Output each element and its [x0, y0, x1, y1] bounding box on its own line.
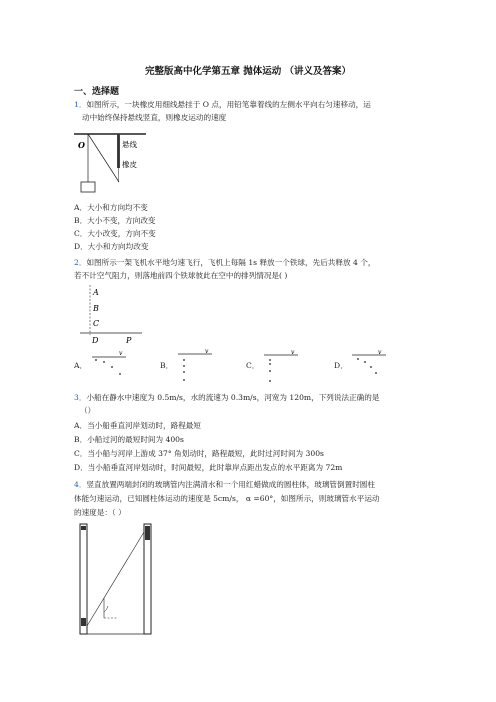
q1-option-a: A．大小和方向均不变	[74, 203, 148, 212]
q2c-ball-1	[269, 359, 271, 361]
q2a-ball-4	[119, 373, 121, 375]
q2d-ball-2	[364, 361, 366, 363]
q2d-v-label: v	[378, 349, 382, 356]
q2-option-c: C．	[246, 361, 260, 370]
section-heading: 一、选择题	[74, 87, 120, 97]
q2d-ball-1	[357, 358, 359, 360]
q4-tube-right	[144, 524, 151, 634]
q2c-v-label: v	[291, 349, 295, 356]
q4-tube-left-cap-top	[81, 526, 86, 530]
q1-label-thread: 悬线	[122, 140, 137, 149]
q2c-ball-3	[269, 370, 271, 372]
q4-number: 4．	[74, 480, 87, 489]
q1-figure	[74, 130, 164, 196]
q2-option-a: A．	[74, 361, 88, 370]
q4-wax-cylinder-left	[81, 618, 86, 626]
q2-option-a-figure	[90, 349, 130, 379]
q1-option-d: D．大小和方向均改变	[74, 242, 149, 251]
q2a-ball-3	[111, 366, 113, 368]
q4-line-1	[74, 480, 375, 490]
q1-eraser-block	[81, 182, 95, 192]
q2b-ball-3	[183, 371, 185, 373]
q2d-ball-3	[370, 366, 372, 368]
q1-label-eraser: 橡皮	[122, 160, 137, 169]
q4-wax-cylinder-right	[145, 526, 150, 540]
q2-option-b: B．	[160, 361, 174, 370]
q2-option-d-figure	[348, 349, 388, 379]
q2-number: 2．	[74, 258, 87, 267]
q3-text-1: 小船在静水中速度为 0.5m/s，水的流速为 0.3m/s，河宽为 120m，下列说法正确的是	[86, 393, 380, 402]
q2d-ball-4	[375, 372, 377, 374]
q1-label-o: O	[78, 140, 85, 150]
q2a-ball-2	[103, 361, 105, 363]
q2b-ball-4	[183, 379, 185, 381]
q2c-ball-4	[269, 380, 271, 382]
q2-label-c: C	[93, 319, 100, 328]
q2-figure	[80, 285, 150, 345]
q2-option-c-figure	[262, 349, 302, 383]
q3-number: 3．	[74, 393, 87, 402]
q1-line-1	[74, 100, 371, 110]
q2a-v-label: v	[119, 350, 123, 357]
q3-line-1	[74, 393, 379, 403]
q4-text-3: 的速度是：（ ）	[74, 508, 126, 517]
q2a-ball-1	[95, 359, 97, 361]
q2b-ball-2	[183, 365, 185, 367]
q4-text-1: 竖直放置两端封闭的玻璃管内注满清水和一个用红蜡做成的圆柱体，玻璃管倒置时圆柱	[86, 480, 375, 489]
q2-option-b-figure	[176, 349, 216, 383]
q4-angle-arc	[104, 606, 108, 612]
q2b-v-label: v	[205, 348, 209, 355]
q4-figure	[78, 522, 168, 637]
q4-text-2: 体能匀速运动，已知圆柱体运动的速度是 5cm/s， α =60°，如图所示，则玻璃管水平运动	[74, 494, 380, 503]
q1-option-c: C．大小改变，方向不变	[74, 229, 156, 238]
q2c-ball-2	[269, 363, 271, 365]
q2-label-b: B	[93, 304, 99, 313]
q2-label-p: P	[126, 336, 132, 345]
q2-option-d: D．	[334, 361, 348, 370]
q3-option-c: C．当小船与河岸上游成 37° 角划动时，路程最短，此时过河时间为 300s	[74, 449, 324, 458]
q1-diagonal-thread	[88, 134, 119, 182]
q4-tube-left	[80, 524, 87, 634]
q2-text-2: 若不计空气阻力，则落地前四个铁球彼此在空中的排列情况是( )	[74, 271, 288, 280]
q1-text-2: 动中始终保持悬线竖直，则橡皮运动的速度	[82, 113, 227, 122]
q1-text-1: 如图所示，一块橡皮用细线悬挂于 O 点，用铅笔靠着线的左侧水平向右匀速移动，运	[86, 100, 371, 109]
q3-option-b: B．小船过河的最短时间为 400s	[74, 435, 184, 444]
q4-diagonal-path	[87, 532, 144, 626]
q2-label-d: D	[92, 336, 99, 345]
q1-option-b: B．大小不变，方向改变	[74, 216, 156, 225]
q2-line-1	[74, 258, 375, 268]
q2-label-a: A	[93, 288, 99, 297]
q3-text-2: （）	[80, 406, 96, 415]
document-title: 完整版高中化学第五章 抛体运动 （讲义及答案）	[144, 66, 352, 77]
q3-option-a: A．当小船垂直河岸划动时，路程最短	[74, 421, 201, 430]
q2b-ball-1	[183, 359, 185, 361]
q1-number: 1．	[74, 100, 87, 109]
q2-text-1: 如图所示一架飞机水平地匀速飞行，飞机上每隔 1s 释放一个铁球，先后共释放 4 个，	[86, 258, 376, 267]
q3-option-d: D．当小船垂直河岸划动时，时间最短，此时靠岸点距出发点的水平距离为 72m	[74, 463, 343, 472]
